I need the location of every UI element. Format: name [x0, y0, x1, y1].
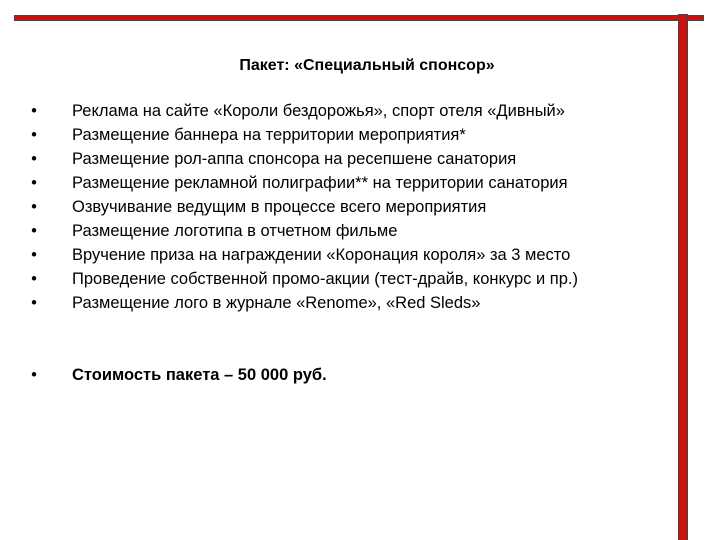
list-item-text: Озвучивание ведущим в процессе всего мероприятия: [72, 198, 487, 216]
list-item-text: Вручение приза на награждении «Коронация короля» за 3 место: [72, 246, 571, 264]
bullet-icon: •: [31, 246, 37, 264]
benefits-list: [28, 102, 678, 318]
list-item: [28, 198, 678, 216]
list-item-text: Проведение собственной промо-акции (тест-драйв, конкурс и пр.): [72, 270, 578, 288]
bullet-icon: •: [31, 126, 37, 144]
list-item-text: Размещение рол-аппа спонсора на ресепшене санатория: [72, 150, 517, 168]
list-item-text: Размещение лого в журнале «Renome», «Red Sleds»: [72, 294, 481, 312]
list-item-text: Размещение баннера на территории мероприятия*: [72, 126, 466, 144]
frame-right-bar: [678, 14, 688, 540]
list-item: [28, 270, 678, 288]
package-price-text: Стоимость пакета – 50 000 руб.: [72, 366, 327, 384]
bullet-icon: •: [31, 366, 37, 384]
frame-top-bar: [14, 15, 704, 21]
list-item: [28, 246, 678, 264]
bullet-icon: •: [31, 198, 37, 216]
list-item: [28, 222, 678, 240]
list-item: [28, 174, 678, 192]
list-item-text: Размещение логотипа в отчетном фильме: [72, 222, 398, 240]
bullet-icon: •: [31, 174, 37, 192]
list-item: [28, 126, 678, 144]
list-item-text: Реклама на сайте «Короли бездорожья», спорт отеля «Дивный»: [72, 102, 565, 120]
bullet-icon: •: [31, 222, 37, 240]
bullet-icon: •: [31, 150, 37, 168]
list-item: [28, 294, 678, 312]
bullet-icon: •: [31, 102, 37, 120]
list-item-text: Размещение рекламной полиграфии** на территории санатория: [72, 174, 568, 192]
list-item: [28, 150, 678, 168]
package-price: [28, 366, 678, 384]
list-item: [28, 102, 678, 120]
package-title: Пакет: «Специальный спонсор»: [239, 57, 495, 74]
bullet-icon: •: [31, 270, 37, 288]
bullet-icon: •: [31, 294, 37, 312]
